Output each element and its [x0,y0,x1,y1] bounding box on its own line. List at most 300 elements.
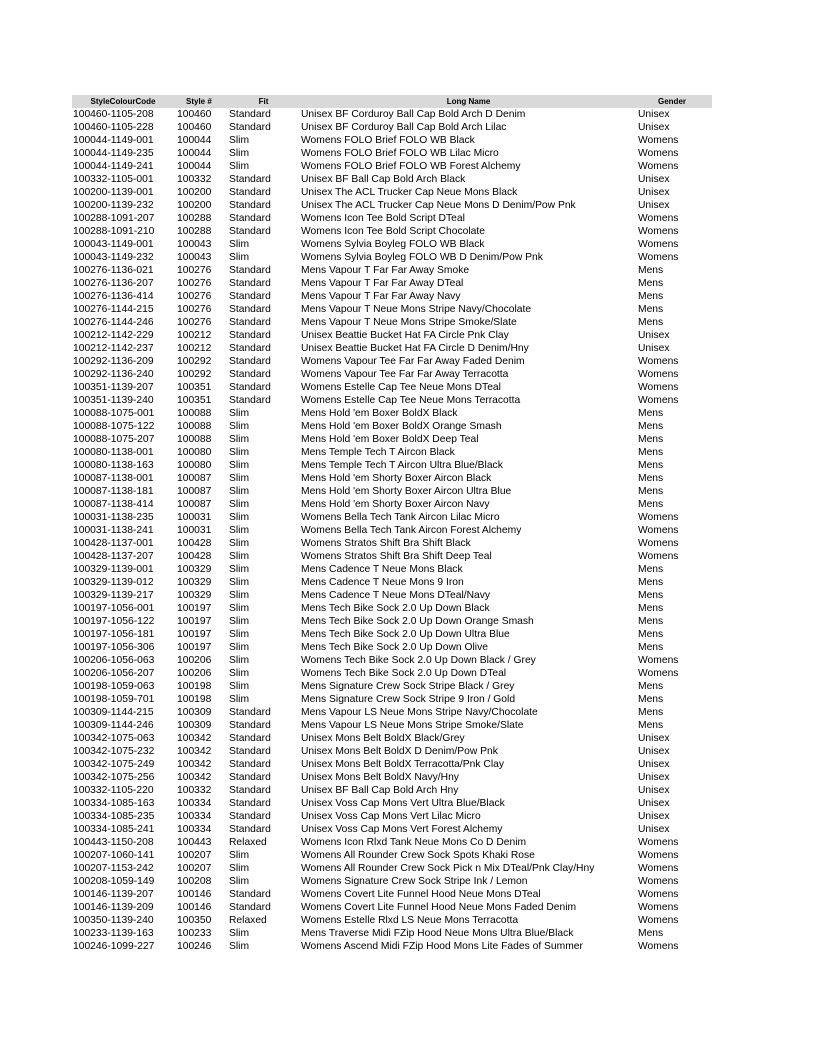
cell-long-name: Unisex Beattie Bucket Hat FA Circle D Denim/Hny [301,343,529,354]
cell-style-colour-code: 100044-1149-235 [73,148,154,159]
cell-gender: Mens [638,590,664,601]
cell-gender: Mens [638,564,664,575]
header-gender: Gender [658,97,687,106]
cell-style-colour-code: 100146-1139-209 [73,902,154,913]
table-header [72,95,712,108]
cell-style-colour-code: 100088-1075-207 [73,434,155,445]
cell-long-name: Unisex Mons Belt BoldX D Denim/Pow Pnk [301,746,498,757]
cell-style-number: 100031 [177,525,212,536]
cell-style-colour-code: 100044-1149-001 [73,135,154,146]
cell-style-number: 100087 [177,486,212,497]
cell-style-colour-code: 100329-1139-217 [73,590,154,601]
table-row [72,290,712,303]
cell-gender: Mens [638,265,664,276]
cell-gender: Mens [638,681,664,692]
table-row [72,862,712,875]
cell-long-name: Womens Estelle Cap Tee Neue Mons Terracotta [301,395,521,406]
table-row [72,199,712,212]
cell-style-colour-code: 100329-1139-012 [73,577,154,588]
cell-style-number: 100043 [177,252,212,263]
cell-long-name: Mens Traverse Midi FZip Hood Neue Mons Ultra Blue/Black [301,928,574,939]
cell-style-colour-code: 100332-1105-220 [73,785,154,796]
table-row [72,602,712,615]
table-row [72,277,712,290]
cell-fit: Standard [229,187,271,198]
cell-fit: Slim [229,434,250,445]
cell-fit: Standard [229,395,271,406]
cell-long-name: Womens Icon Tee Bold Script DTeal [301,213,465,224]
cell-style-number: 100276 [177,291,212,302]
cell-style-number: 100342 [177,772,212,783]
cell-gender: Womens [638,850,679,861]
cell-fit: Standard [229,824,271,835]
table-row [72,784,712,797]
cell-style-colour-code: 100350-1139-240 [73,915,154,926]
cell-long-name: Mens Vapour T Far Far Away Navy [301,291,461,302]
cell-style-number: 100088 [177,434,212,445]
cell-long-name: Womens Vapour Tee Far Far Away Faded Denim [301,356,525,367]
cell-gender: Unisex [638,733,670,744]
table-row [72,472,712,485]
table-row [72,433,712,446]
cell-style-colour-code: 100246-1099-227 [73,941,155,952]
cell-gender: Mens [638,720,664,731]
table-row [72,420,712,433]
cell-gender: Womens [638,382,679,393]
header-long-name: Long Name [446,97,491,106]
cell-gender: Unisex [638,811,670,822]
cell-long-name: Mens Hold 'em Boxer BoldX Black [301,408,458,419]
cell-long-name: Mens Hold 'em Boxer BoldX Orange Smash [301,421,502,432]
table-row [72,238,712,251]
product-table [72,95,712,953]
cell-style-number: 100044 [177,148,212,159]
cell-fit: Relaxed [229,837,267,848]
cell-long-name: Mens Vapour LS Neue Mons Stripe Navy/Chocolate [301,707,538,718]
cell-fit: Slim [229,538,250,549]
cell-fit: Standard [229,785,271,796]
cell-gender: Mens [638,408,664,419]
table-row [72,342,712,355]
cell-gender: Unisex [638,785,670,796]
cell-style-colour-code: 100146-1139-207 [73,889,154,900]
cell-style-number: 100080 [177,447,212,458]
cell-long-name: Womens Stratos Shift Bra Shift Deep Teal [301,551,492,562]
cell-gender: Womens [638,889,679,900]
cell-style-number: 100212 [177,343,212,354]
cell-style-number: 100212 [177,330,212,341]
table-row [72,758,712,771]
cell-style-colour-code: 100043-1149-001 [73,239,154,250]
cell-gender: Unisex [638,746,670,757]
header-style-number: Style # [186,97,212,106]
cell-gender: Womens [638,538,679,549]
cell-style-number: 100334 [177,798,212,809]
table-row [72,576,712,589]
cell-style-number: 100088 [177,421,212,432]
cell-style-colour-code: 100087-1138-414 [73,499,154,510]
cell-long-name: Mens Vapour T Neue Mons Stripe Smoke/Slate [301,317,517,328]
cell-fit: Slim [229,681,250,692]
cell-style-number: 100309 [177,720,212,731]
cell-long-name: Womens Covert Lite Funnel Hood Neue Mons DTeal [301,889,541,900]
cell-style-colour-code: 100206-1056-063 [73,655,155,666]
table-row [72,524,712,537]
cell-fit: Standard [229,746,271,757]
cell-style-number: 100146 [177,889,212,900]
cell-fit: Slim [229,460,250,471]
cell-long-name: Mens Tech Bike Sock 2.0 Up Down Ultra Blue [301,629,510,640]
cell-style-colour-code: 100044-1149-241 [73,161,154,172]
cell-long-name: Womens Icon Rlxd Tank Neue Mons Co D Denim [301,837,527,848]
cell-style-number: 100088 [177,408,212,419]
cell-fit: Slim [229,135,250,146]
cell-style-colour-code: 100198-1059-063 [73,681,155,692]
cell-gender: Womens [638,395,679,406]
cell-style-number: 100208 [177,876,212,887]
cell-style-number: 100292 [177,369,212,380]
cell-fit: Standard [229,369,271,380]
cell-gender: Womens [638,252,679,263]
table-row [72,732,712,745]
cell-fit: Standard [229,811,271,822]
table-row [72,108,712,121]
cell-fit: Slim [229,616,250,627]
cell-style-colour-code: 100207-1153-242 [73,863,154,874]
cell-style-number: 100087 [177,499,212,510]
cell-style-number: 100342 [177,733,212,744]
cell-fit: Standard [229,759,271,770]
cell-gender: Womens [638,213,679,224]
cell-style-colour-code: 100087-1138-001 [73,473,154,484]
cell-gender: Mens [638,603,664,614]
cell-gender: Mens [638,421,664,432]
cell-style-colour-code: 100197-1056-122 [73,616,155,627]
cell-gender: Womens [638,915,679,926]
cell-style-number: 100087 [177,473,212,484]
table-row [72,641,712,654]
cell-style-colour-code: 100288-1091-207 [73,213,155,224]
table-row [72,927,712,940]
cell-gender: Womens [638,668,679,679]
cell-fit: Slim [229,473,250,484]
cell-long-name: Womens Sylvia Boyleg FOLO WB Black [301,239,485,250]
table-row [72,368,712,381]
cell-gender: Unisex [638,343,670,354]
cell-style-colour-code: 100197-1056-181 [73,629,155,640]
cell-long-name: Unisex BF Ball Cap Bold Arch Black [301,174,466,185]
cell-gender: Womens [638,512,679,523]
cell-style-number: 100276 [177,278,212,289]
cell-gender: Womens [638,941,679,952]
cell-style-colour-code: 100428-1137-207 [73,551,154,562]
cell-style-colour-code: 100276-1144-215 [73,304,154,315]
cell-long-name: Unisex The ACL Trucker Cap Neue Mons Black [301,187,518,198]
cell-style-number: 100288 [177,226,212,237]
cell-gender: Unisex [638,798,670,809]
table-row [72,121,712,134]
cell-style-colour-code: 100334-1085-241 [73,824,155,835]
cell-style-number: 100197 [177,629,212,640]
cell-style-colour-code: 100087-1138-181 [73,486,154,497]
cell-fit: Slim [229,577,250,588]
cell-style-number: 100276 [177,317,212,328]
cell-style-colour-code: 100198-1059-701 [73,694,155,705]
cell-gender: Womens [638,902,679,913]
cell-style-colour-code: 100292-1136-209 [73,356,154,367]
cell-long-name: Mens Cadence T Neue Mons DTeal/Navy [301,590,491,601]
cell-long-name: Mens Hold 'em Shorty Boxer Aircon Black [301,473,492,484]
cell-gender: Mens [638,486,664,497]
cell-fit: Slim [229,486,250,497]
cell-gender: Womens [638,837,679,848]
cell-fit: Standard [229,720,271,731]
cell-fit: Standard [229,291,271,302]
cell-long-name: Mens Hold 'em Boxer BoldX Deep Teal [301,434,479,445]
cell-fit: Slim [229,603,250,614]
table-row [72,173,712,186]
cell-style-number: 100044 [177,161,212,172]
cell-style-colour-code: 100212-1142-229 [73,330,154,341]
cell-style-number: 100080 [177,460,212,471]
cell-long-name: Unisex Mons Belt BoldX Navy/Hny [301,772,459,783]
cell-long-name: Womens All Rounder Crew Sock Pick n Mix DTeal/Pnk Clay/Hny [301,863,595,874]
cell-long-name: Unisex Beattie Bucket Hat FA Circle Pnk Clay [301,330,509,341]
table-row [72,615,712,628]
cell-fit: Standard [229,772,271,783]
table-row [72,628,712,641]
cell-long-name: Unisex The ACL Trucker Cap Neue Mons D Denim/Pow Pnk [301,200,576,211]
cell-fit: Slim [229,148,250,159]
cell-style-colour-code: 100351-1139-207 [73,382,154,393]
cell-fit: Standard [229,343,271,354]
cell-style-number: 100288 [177,213,212,224]
cell-gender: Mens [638,928,664,939]
cell-long-name: Unisex BF Corduroy Ball Cap Bold Arch Lilac [301,122,507,133]
cell-gender: Mens [638,317,664,328]
cell-style-colour-code: 100208-1059-149 [73,876,155,887]
cell-long-name: Mens Tech Bike Sock 2.0 Up Down Orange Smash [301,616,534,627]
cell-fit: Standard [229,109,271,120]
cell-style-colour-code: 100043-1149-232 [73,252,154,263]
cell-fit: Slim [229,590,250,601]
cell-style-colour-code: 100443-1150-208 [73,837,154,848]
cell-style-number: 100146 [177,902,212,913]
cell-style-number: 100443 [177,837,212,848]
cell-fit: Slim [229,525,250,536]
cell-gender: Mens [638,642,664,653]
table-row [72,654,712,667]
table-row [72,329,712,342]
cell-fit: Standard [229,798,271,809]
cell-long-name: Unisex Voss Cap Mons Vert Lilac Micro [301,811,481,822]
cell-style-number: 100428 [177,538,212,549]
cell-long-name: Unisex Mons Belt BoldX Terracotta/Pnk Clay [301,759,504,770]
cell-long-name: Mens Vapour T Far Far Away DTeal [301,278,464,289]
cell-long-name: Mens Signature Crew Sock Stripe 9 Iron / Gold [301,694,516,705]
cell-fit: Standard [229,265,271,276]
cell-long-name: Mens Hold 'em Shorty Boxer Aircon Navy [301,499,490,510]
cell-long-name: Unisex BF Ball Cap Bold Arch Hny [301,785,459,796]
table-row [72,147,712,160]
cell-long-name: Mens Signature Crew Sock Stripe Black / Grey [301,681,515,692]
cell-gender: Unisex [638,122,670,133]
cell-fit: Slim [229,850,250,861]
table-row [72,160,712,173]
cell-style-colour-code: 100207-1060-141 [73,850,155,861]
cell-style-colour-code: 100342-1075-249 [73,759,155,770]
product-sheet [72,95,712,953]
cell-fit: Standard [229,382,271,393]
cell-gender: Mens [638,707,664,718]
table-row [72,407,712,420]
cell-style-number: 100031 [177,512,212,523]
cell-long-name: Womens Bella Tech Tank Aircon Lilac Micro [301,512,500,523]
cell-long-name: Womens Stratos Shift Bra Shift Black [301,538,471,549]
cell-style-colour-code: 100428-1137-001 [73,538,154,549]
cell-fit: Relaxed [229,915,267,926]
table-row [72,667,712,680]
cell-style-number: 100200 [177,187,212,198]
table-row [72,901,712,914]
cell-fit: Standard [229,213,271,224]
cell-long-name: Womens FOLO Brief FOLO WB Black [301,135,475,146]
cell-long-name: Womens FOLO Brief FOLO WB Forest Alchemy [301,161,521,172]
cell-gender: Mens [638,291,664,302]
cell-style-number: 100329 [177,564,212,575]
cell-long-name: Womens Vapour Tee Far Far Away Terracotta [301,369,509,380]
cell-style-colour-code: 100276-1136-414 [73,291,154,302]
cell-long-name: Womens Tech Bike Sock 2.0 Up Down DTeal [301,668,507,679]
cell-gender: Unisex [638,109,670,120]
table-row [72,836,712,849]
cell-fit: Slim [229,876,250,887]
table-row [72,251,712,264]
cell-style-colour-code: 100329-1139-001 [73,564,154,575]
cell-long-name: Womens Covert Lite Funnel Hood Neue Mons Faded Denim [301,902,577,913]
cell-long-name: Womens Tech Bike Sock 2.0 Up Down Black / Grey [301,655,536,666]
table-row [72,303,712,316]
cell-long-name: Mens Cadence T Neue Mons Black [301,564,463,575]
cell-fit: Slim [229,252,250,263]
cell-long-name: Womens FOLO Brief FOLO WB Lilac Micro [301,148,499,159]
table-row [72,563,712,576]
cell-style-number: 100334 [177,811,212,822]
cell-long-name: Unisex BF Corduroy Ball Cap Bold Arch D Denim [301,109,526,120]
cell-style-colour-code: 100212-1142-237 [73,343,154,354]
cell-fit: Slim [229,512,250,523]
cell-style-number: 100350 [177,915,212,926]
cell-style-colour-code: 100031-1138-235 [73,512,154,523]
table-row [72,719,712,732]
table-row [72,771,712,784]
cell-gender: Mens [638,473,664,484]
cell-style-number: 100460 [177,109,212,120]
cell-fit: Slim [229,941,250,952]
cell-style-number: 100342 [177,759,212,770]
cell-style-number: 100460 [177,122,212,133]
table-row [72,485,712,498]
cell-style-number: 100043 [177,239,212,250]
cell-gender: Unisex [638,330,670,341]
cell-style-colour-code: 100334-1085-235 [73,811,155,822]
cell-gender: Womens [638,863,679,874]
cell-gender: Unisex [638,759,670,770]
cell-style-colour-code: 100288-1091-210 [73,226,155,237]
cell-long-name: Womens Signature Crew Sock Stripe Ink / Lemon [301,876,528,887]
cell-fit: Slim [229,551,250,562]
cell-style-colour-code: 100332-1105-001 [73,174,154,185]
table-row [72,914,712,927]
cell-long-name: Mens Vapour LS Neue Mons Stripe Smoke/Slate [301,720,524,731]
cell-style-number: 100351 [177,382,212,393]
cell-fit: Standard [229,889,271,900]
cell-fit: Standard [229,902,271,913]
cell-gender: Womens [638,655,679,666]
cell-style-number: 100332 [177,785,212,796]
cell-style-colour-code: 100460-1105-208 [73,109,154,120]
cell-fit: Standard [229,174,271,185]
table-row [72,225,712,238]
cell-style-colour-code: 100334-1085-163 [73,798,155,809]
cell-fit: Slim [229,642,250,653]
cell-long-name: Womens Estelle Cap Tee Neue Mons DTeal [301,382,501,393]
cell-fit: Slim [229,408,250,419]
cell-style-number: 100309 [177,707,212,718]
cell-fit: Slim [229,421,250,432]
cell-fit: Slim [229,564,250,575]
cell-gender: Womens [638,226,679,237]
table-row [72,810,712,823]
cell-fit: Slim [229,239,250,250]
cell-long-name: Unisex Voss Cap Mons Vert Ultra Blue/Black [301,798,505,809]
cell-style-number: 100206 [177,668,212,679]
cell-style-colour-code: 100342-1075-256 [73,772,155,783]
cell-gender: Mens [638,460,664,471]
cell-gender: Mens [638,447,664,458]
cell-style-number: 100207 [177,850,212,861]
cell-style-colour-code: 100200-1139-001 [73,187,154,198]
cell-fit: Standard [229,317,271,328]
cell-style-number: 100428 [177,551,212,562]
cell-fit: Slim [229,928,250,939]
cell-fit: Slim [229,863,250,874]
cell-fit: Standard [229,278,271,289]
cell-gender: Mens [638,278,664,289]
cell-fit: Slim [229,161,250,172]
cell-fit: Standard [229,330,271,341]
cell-style-number: 100197 [177,603,212,614]
cell-fit: Standard [229,733,271,744]
cell-style-colour-code: 100031-1138-241 [73,525,154,536]
cell-gender: Mens [638,694,664,705]
cell-style-colour-code: 100460-1105-228 [73,122,154,133]
cell-style-number: 100276 [177,304,212,315]
cell-fit: Slim [229,499,250,510]
cell-style-colour-code: 100088-1075-122 [73,421,155,432]
cell-style-number: 100246 [177,941,212,952]
table-row [72,446,712,459]
cell-gender: Womens [638,551,679,562]
table-row [72,693,712,706]
cell-long-name: Mens Hold 'em Shorty Boxer Aircon Ultra Blue [301,486,512,497]
cell-style-colour-code: 100206-1056-207 [73,668,155,679]
table-row [72,589,712,602]
table-row [72,264,712,277]
cell-style-number: 100292 [177,356,212,367]
cell-gender: Mens [638,434,664,445]
cell-style-colour-code: 100309-1144-215 [73,707,154,718]
